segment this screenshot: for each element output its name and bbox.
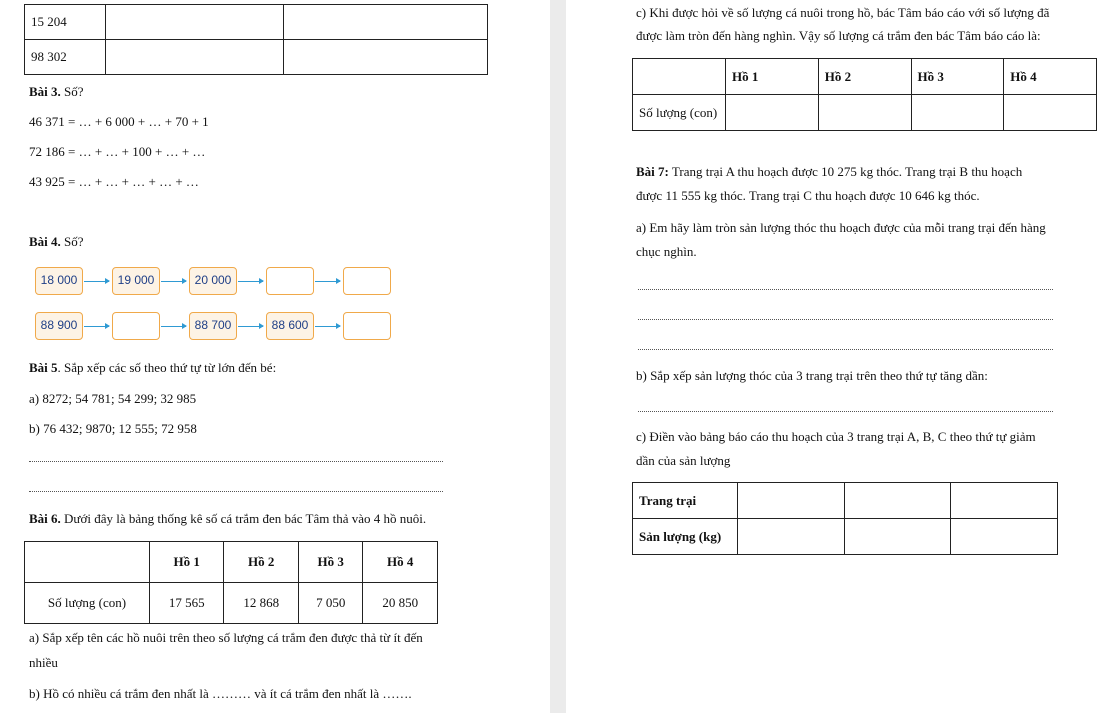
table-header-cell: Hồ 2 <box>224 542 298 583</box>
bai3-line-3: 43 925 = … + … + … + … + … <box>29 174 199 189</box>
bai5-b: b) 76 432; 9870; 12 555; 72 958 <box>29 421 197 436</box>
table-header-cell <box>25 542 150 583</box>
arrow-icon <box>315 281 340 282</box>
table-row-label: Số lượng (con) <box>633 95 726 131</box>
c-question-line1: c) Khi được hỏi về số lượng cá nuôi trong hồ, bác Tâm báo cáo với số lượng đã <box>636 5 1050 20</box>
answer-line[interactable] <box>638 410 1053 412</box>
empty-number-box[interactable] <box>343 312 391 340</box>
table-header-cell: Hồ 3 <box>911 59 1004 95</box>
bai7-line1 <box>636 164 1022 180</box>
empty-number-box[interactable] <box>266 267 314 295</box>
bai7-line1-text: Trang trại A thu hoạch được 10 275 kg thóc. Trang trại B thu hoạch <box>668 164 1023 179</box>
bai6-heading <box>29 511 426 527</box>
bai7-b: b) Sắp xếp sản lượng thóc của 3 trang trại trên theo thứ tự tăng dần: <box>636 368 988 383</box>
answer-line[interactable] <box>638 288 1053 290</box>
bai3-title-rest: Số? <box>60 84 84 99</box>
bai7-title: Bài 7: <box>636 164 669 179</box>
number-box: 88 600 <box>266 312 314 340</box>
table-header-cell: Hồ 2 <box>818 59 911 95</box>
table-cell: 7 050 <box>298 583 363 624</box>
table-cell <box>106 40 284 75</box>
table-cell[interactable] <box>951 483 1058 519</box>
arrow-icon <box>161 326 186 327</box>
table-header-cell <box>633 59 726 95</box>
table-header-cell: Hồ 4 <box>1004 59 1097 95</box>
table-cell[interactable] <box>911 95 1004 131</box>
bai6-table <box>24 541 438 624</box>
bai3-title: Bài 3. <box>29 84 61 99</box>
bai5-heading <box>29 360 276 376</box>
empty-number-box[interactable] <box>343 267 391 295</box>
table-cell[interactable] <box>844 519 951 555</box>
arrow-icon <box>161 281 186 282</box>
table-cell[interactable] <box>726 95 819 131</box>
table-header-cell: Hồ 4 <box>363 542 438 583</box>
number-box: 88 700 <box>189 312 237 340</box>
table-cell: 17 565 <box>150 583 224 624</box>
table-cell: 12 868 <box>224 583 298 624</box>
number-box: 18 000 <box>35 267 83 295</box>
arrow-icon <box>84 281 109 282</box>
round-table <box>632 58 1097 131</box>
bai6-title: Bài 6. <box>29 511 61 526</box>
bai6-b: b) Hồ có nhiều cá trắm đen nhất là ……… và ít cá trắm đen nhất là ……. <box>29 686 412 701</box>
table-cell[interactable] <box>1004 95 1097 131</box>
table-cell: 98 302 <box>25 40 106 75</box>
bai7-a-line2: chục nghìn. <box>636 244 697 259</box>
bai5-title: Bài 5 <box>29 360 58 375</box>
bai7-a-line1: a) Em hãy làm tròn sản lượng thóc thu hoạch được của mỗi trang trại đến hàng <box>636 220 1046 235</box>
table-row-label: Sản lượng (kg) <box>633 519 738 555</box>
bai4-heading <box>29 234 84 250</box>
table-cell[interactable] <box>951 519 1058 555</box>
table-cell: 15 204 <box>25 5 106 40</box>
c-question-line2: được làm tròn đến hàng nghìn. Vậy số lượng cá trắm đen bác Tâm báo cáo là: <box>636 28 1041 43</box>
answer-line[interactable] <box>29 490 443 492</box>
left-page <box>0 0 550 713</box>
table-cell[interactable] <box>738 519 845 555</box>
table-header-cell: Hồ 3 <box>298 542 363 583</box>
table-cell[interactable] <box>844 483 951 519</box>
table-cell[interactable] <box>738 483 845 519</box>
table-cell <box>284 40 488 75</box>
bai5-a: a) 8272; 54 781; 54 299; 32 985 <box>29 391 197 406</box>
table-cell: 20 850 <box>363 583 438 624</box>
bai6-a-line2: nhiều <box>29 655 58 670</box>
arrow-icon <box>84 326 109 327</box>
number-box: 88 900 <box>35 312 83 340</box>
bai3-line-2: 72 186 = … + … + 100 + … + … <box>29 144 206 159</box>
table-row-label: Số lượng (con) <box>25 583 150 624</box>
number-box: 20 000 <box>189 267 237 295</box>
bai4-title-rest: Số? <box>60 234 84 249</box>
harvest-table <box>632 482 1058 555</box>
bai4-title: Bài 4. <box>29 234 61 249</box>
table-cell[interactable] <box>818 95 911 131</box>
bai3-heading <box>29 84 84 100</box>
answer-line[interactable] <box>29 460 443 462</box>
table-cell <box>106 5 284 40</box>
top-number-table <box>24 4 488 75</box>
bai5-title-rest: . Sắp xếp các số theo thứ tự từ lớn đến bé: <box>57 360 277 375</box>
empty-number-box[interactable] <box>112 312 160 340</box>
number-box: 19 000 <box>112 267 160 295</box>
table-cell <box>284 5 488 40</box>
bai3-line-1: 46 371 = … + 6 000 + … + 70 + 1 <box>29 114 209 129</box>
bai7-c-line1: c) Điền vào bảng báo cáo thu hoạch của 3 trang trại A, B, C theo thứ tự giảm <box>636 429 1036 444</box>
arrow-icon <box>315 326 340 327</box>
bai6-a-line1: a) Sắp xếp tên các hồ nuôi trên theo số lượng cá trắm đen được thả từ ít đến <box>29 630 423 645</box>
table-header-cell: Hồ 1 <box>150 542 224 583</box>
arrow-icon <box>238 326 263 327</box>
table-header-cell: Hồ 1 <box>726 59 819 95</box>
answer-line[interactable] <box>638 318 1053 320</box>
bai7-c-line2: dần của sản lượng <box>636 453 731 468</box>
bai6-title-rest: Dưới đây là bảng thống kê số cá trắm đen bác Tâm thả vào 4 hồ nuôi. <box>60 511 427 526</box>
answer-line[interactable] <box>638 348 1053 350</box>
right-page <box>566 0 1109 713</box>
table-row-label: Trang trại <box>633 483 738 519</box>
bai7-line2: được 11 555 kg thóc. Trang trại C thu hoạch được 10 646 kg thóc. <box>636 188 980 203</box>
arrow-icon <box>238 281 263 282</box>
